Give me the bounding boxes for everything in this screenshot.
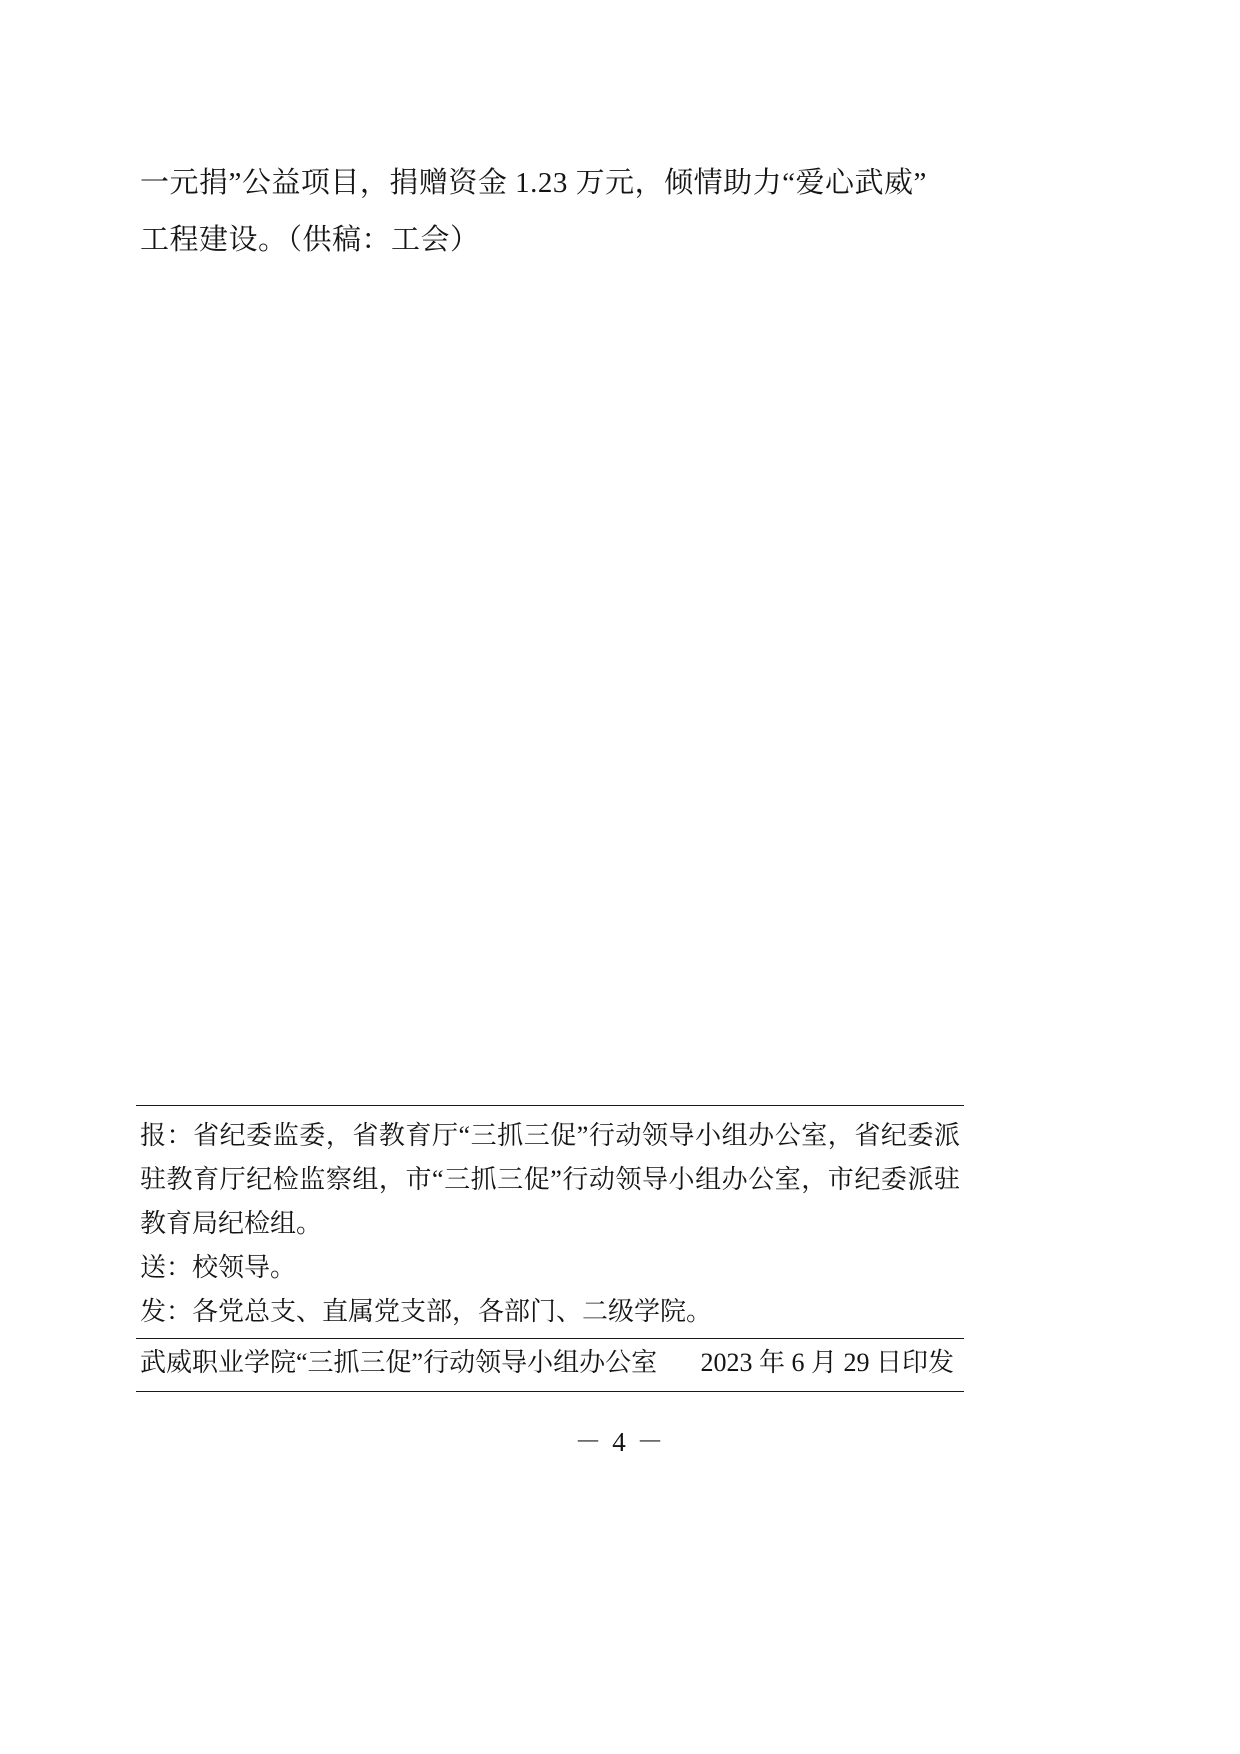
distribution-send-label: 送： xyxy=(140,1253,193,1282)
distribution-issue-text: 各党总支、直属党支部，各部门、二级学院。 xyxy=(192,1297,713,1326)
distribution-send-text: 校领导。 xyxy=(192,1253,297,1282)
body-paragraph-line-2: 工程建设。（供稿：工会） xyxy=(140,224,480,256)
issuer-office: 武威职业学院“三抓三促”行动领导小组办公室 xyxy=(140,1348,658,1377)
distribution-report-row xyxy=(140,1114,960,1246)
footer-distribution-block xyxy=(136,1105,964,1392)
distribution-report-text: 省纪委监委，省教育厅“三抓三促”行动领导小组办公室，省纪委派驻教育厅纪检监察组，市“三抓三促”行动领导小组办公室，市纪委派驻教育局纪检组。 xyxy=(140,1121,960,1238)
footer-bottom-rule xyxy=(136,1391,964,1392)
body-paragraph xyxy=(140,155,960,269)
distribution-report-label: 报： xyxy=(140,1121,194,1150)
issuer-date: 2023 年 6 月 29 日印发 xyxy=(700,1348,954,1377)
distribution-issue-label: 发： xyxy=(140,1297,193,1326)
body-paragraph-line-1: 一元捐”公益项目，捐赠资金 1.23 万元，倾情助力“爱心武威” xyxy=(140,167,927,199)
distribution-list xyxy=(136,1106,964,1338)
distribution-send-row xyxy=(140,1246,960,1290)
distribution-issue-row xyxy=(140,1290,960,1334)
issuer-row xyxy=(136,1339,964,1391)
page-number: － 4 － xyxy=(574,1427,666,1457)
